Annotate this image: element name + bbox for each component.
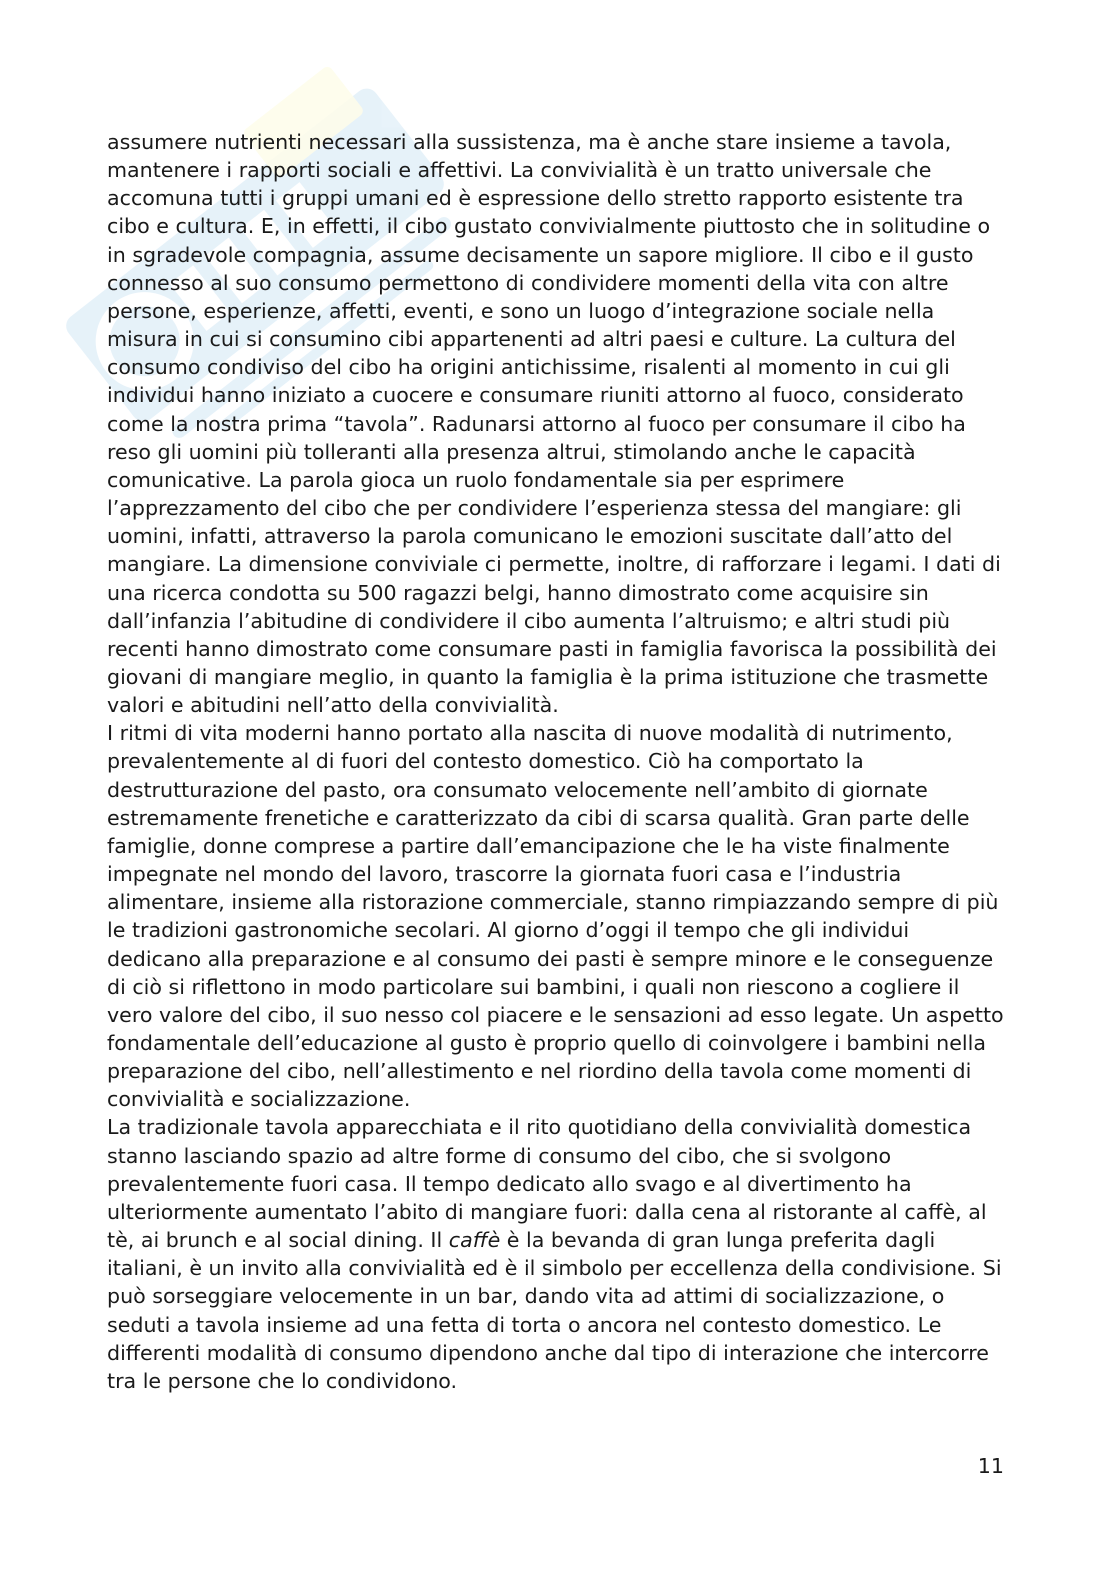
- emphasized-word: caffè: [448, 1228, 501, 1253]
- paragraph-text: è la bevanda di gran lunga preferita dagli italiani, è un invito alla convivialità ed è il simbolo per eccellenza della condivisione. Si può sorseggiare velocemente in un bar, dando vita ad attimi di socializzazione, o seduti a tavola insieme ad una fetta di torta o ancora nel contesto domestico. Le differenti modalità di consumo dipendono anche dal tipo di interazione che intercorre tra le persone che lo condividono.: [107, 1228, 1002, 1393]
- paragraph: I ritmi di vita moderni hanno portato alla nascita di nuove modalità di nutrimento, prevalentemente al di fuori del contesto domestico. Ciò ha comportato la destrutturazione del pasto, ora consumato velocemente nell’ambito di giornate estremamente frenetiche e caratterizzato da cibi di scarsa qualità. Gran parte delle famiglie, donne comprese a partire dall’emancipazione che le ha viste finalmente impegnate nel mondo del lavoro, trascorre la giornata fuori casa e l’industria alimentare, insieme alla ristorazione commerciale, stanno rimpiazzando sempre di più le tradizioni gastronomiche secolari. Al giorno d’oggi il tempo che gli individui dedicano alla preparazione e al consumo dei pasti è sempre minore e le conseguenze di ciò si riflettono in modo particolare sui bambini, i quali non riescono a cogliere il vero valore del cibo, il suo nesso col piacere e le sensazioni ad esso legate. Un aspetto fondamentale dell’educazione al gusto è proprio quello di coinvolgere i bambini nella preparazione del cibo, nell’allestimento e nel riordino della tavola come momenti di convivialità e socializzazione.: [107, 721, 1004, 1112]
- page-number: 11: [977, 1454, 1004, 1478]
- paragraph: [107, 1113, 1007, 1395]
- paragraph: assumere nutrienti necessari alla sussistenza, ma è anche stare insieme a tavola, mantenere i rapporti sociali e affettivi. La convivialità è un tratto universale che accomuna tutti i gruppi umani ed è espressione dello stretto rapporto esistente tra cibo e cultura. E, in effetti, il cibo gustato convivialmente piuttosto che in solitudine o in sgradevole compagnia, assume decisamente un sapore migliore. Il cibo e il gusto connesso al suo consumo permettono di condividere momenti della vita con altre persone, esperienze, affetti, eventi, e sono un luogo d’integrazione sociale nella misura in cui si consumino cibi appartenenti ad altri paesi e culture. La cultura del consumo condiviso del cibo ha origini antichissime, risalenti al momento in cui gli individui hanno iniziato a cuocere e consumare riuniti attorno al fuoco, considerato come la nostra prima “tavola”. Radunarsi attorno al fuoco per consumare il cibo ha reso gli uomini più tolleranti alla presenza altrui, stimolando anche le capacità comunicative. La parola gioca un ruolo fondamentale sia per esprimere l’apprezzamento del cibo che per condividere l’esperienza stessa del mangiare: gli uomini, infatti, attraverso la parola comunicano le emozioni suscitate dall’atto del mangiare. La dimensione conviviale ci permette, inoltre, di rafforzare i legami. I dati di una ricerca condotta su 500 ragazzi belgi, hanno dimostrato come acquisire sin dall’infanzia l’abitudine di condividere il cibo aumenta l’altruismo; e altri studi più recenti hanno dimostrato come consumare pasti in famiglia favorisca la possibilità dei giovani di mangiare meglio, in quanto la famiglia è la prima istituzione che trasmette valori e abitudini nell’atto della convivialità.: [107, 130, 1001, 718]
- paragraph-text: La tradizionale tavola apparecchiata e il rito quotidiano della convivialità domestica stanno lasciando spazio ad altre forme di consumo del cibo, che si svolgono prevalentemente fuori casa. Il tempo dedicato allo svago e al divertimento ha ulteriormente aumentato l’abito di mangiare fuori: dalla cena al ristorante al caffè, al tè, ai brunch e al social dining. Il: [107, 1115, 987, 1253]
- document-body: [107, 128, 1007, 1395]
